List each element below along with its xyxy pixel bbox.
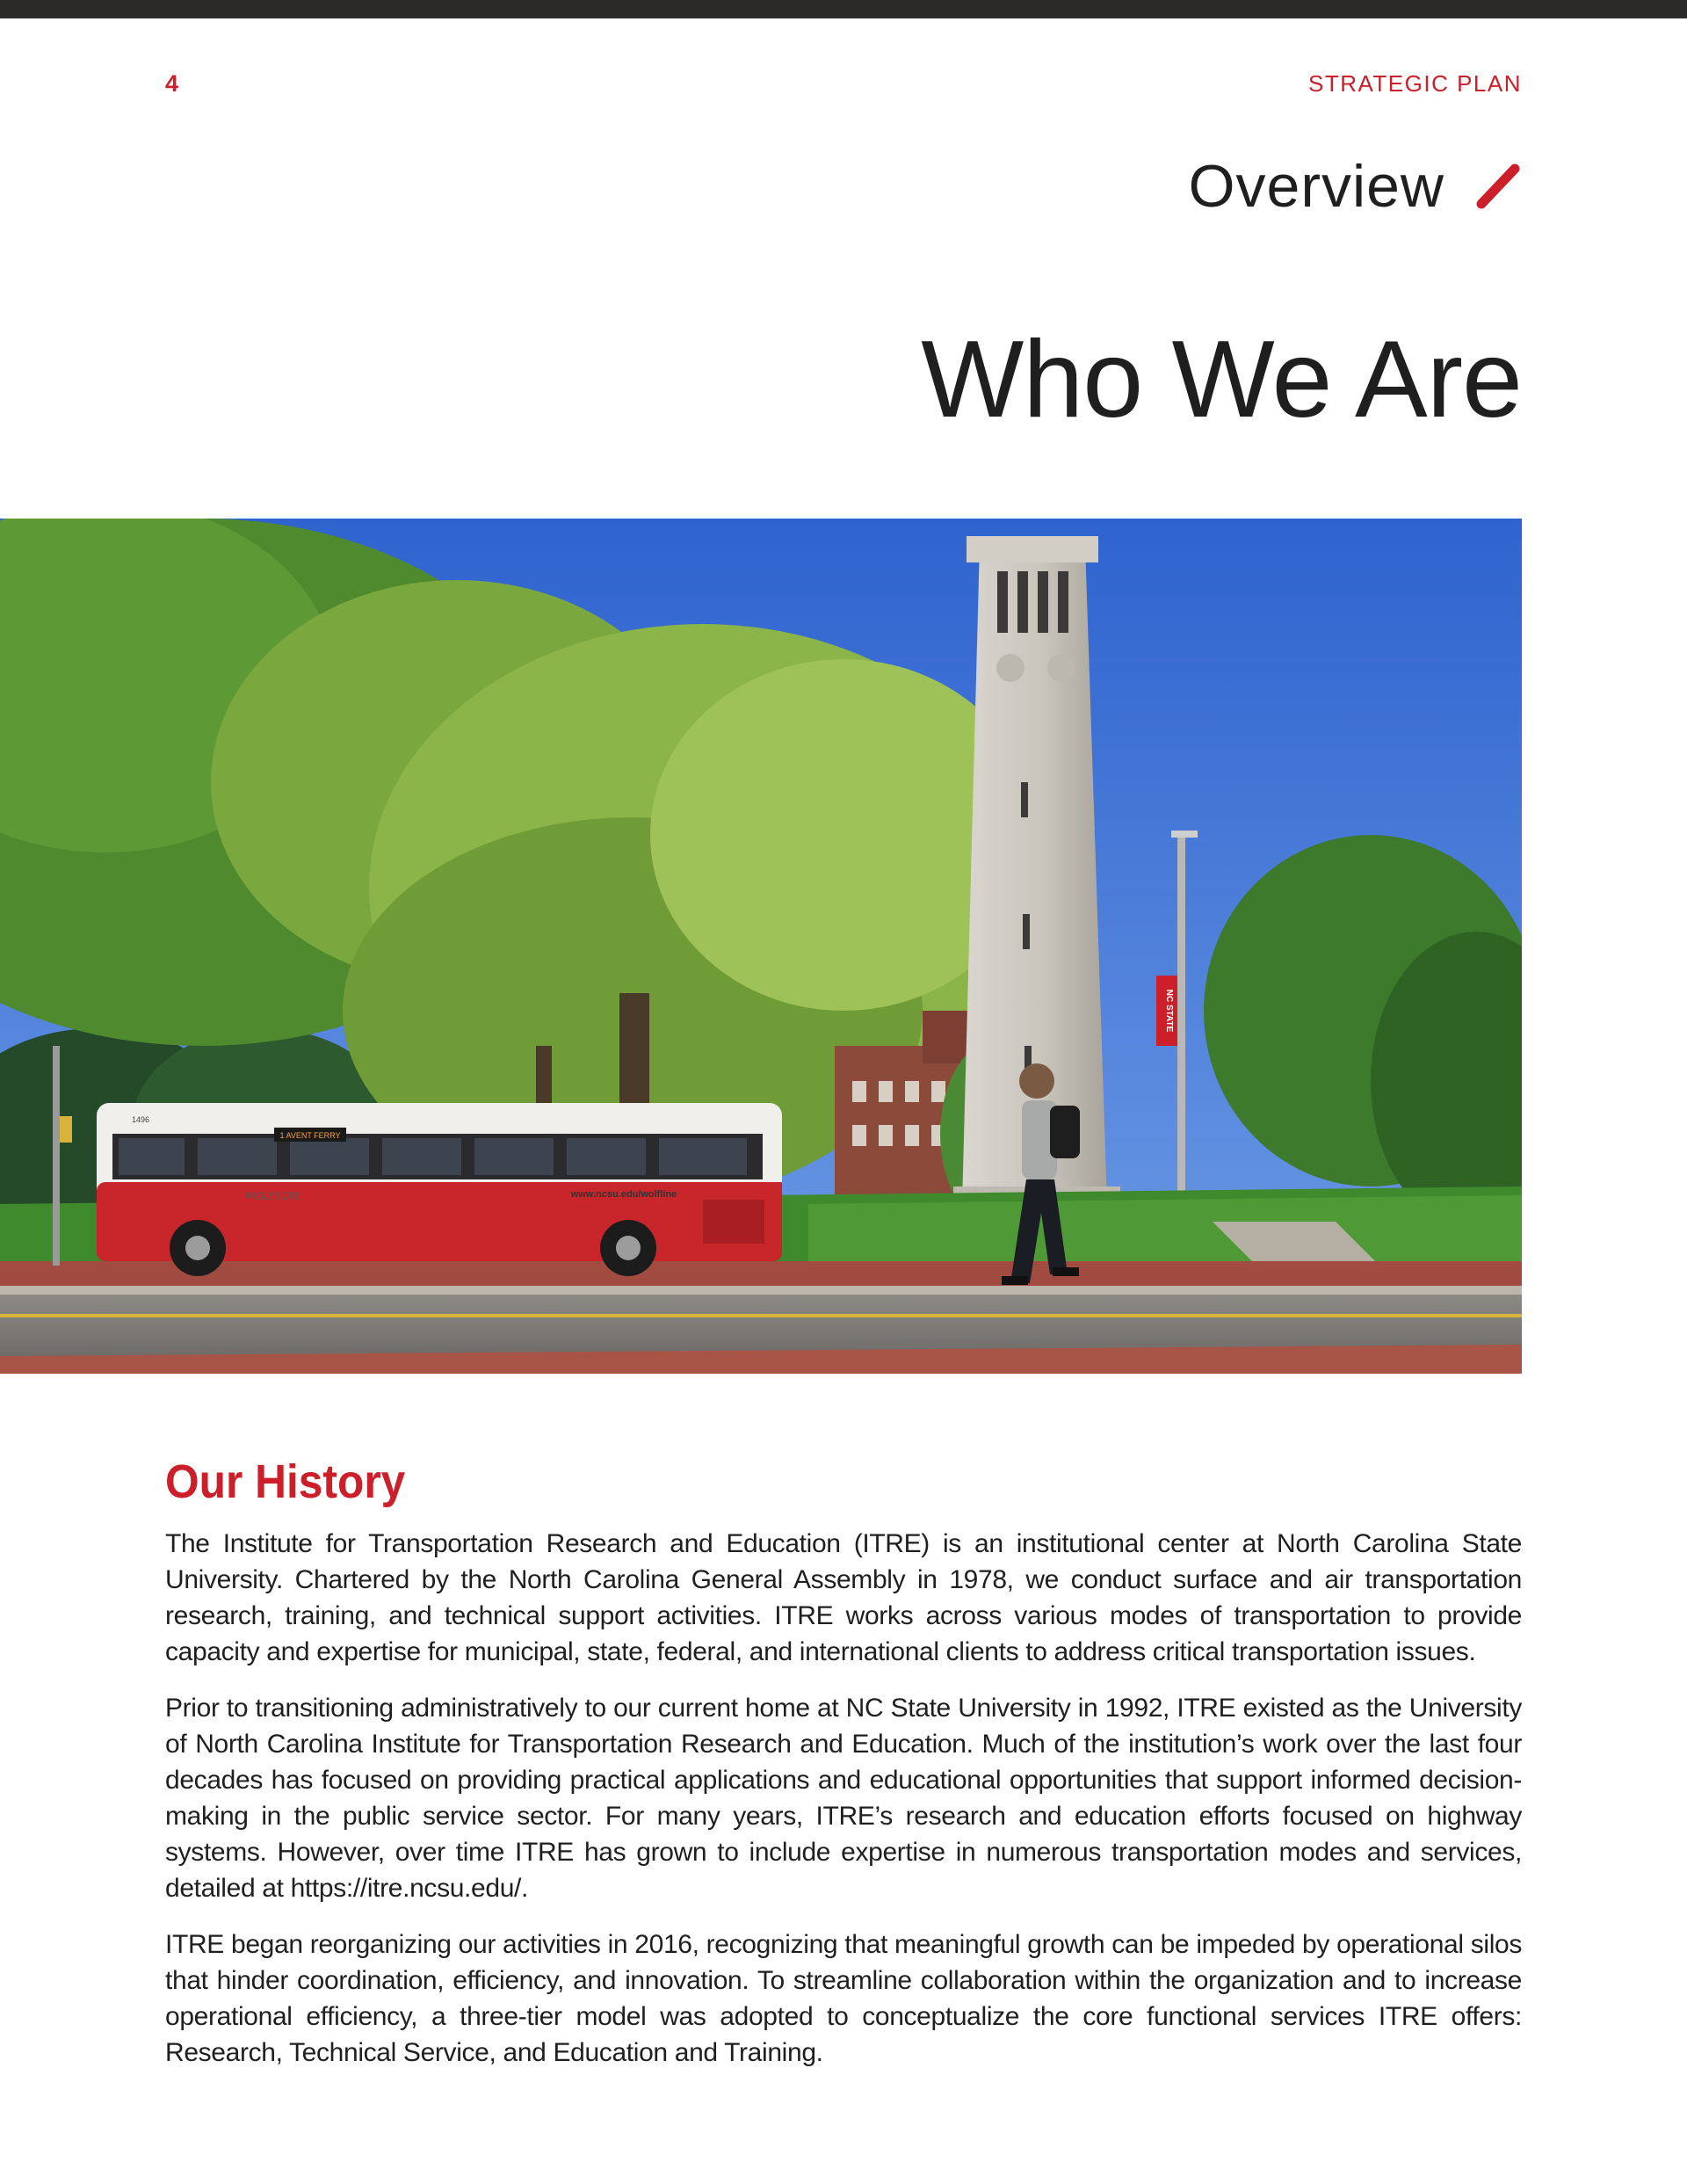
running-head: STRATEGIC PLAN [1307, 70, 1522, 97]
section-heading: Our History [165, 1455, 406, 1508]
campus-photo [0, 519, 1522, 1374]
bus-brand: WOLFLINE [244, 1189, 300, 1202]
history-section [165, 1450, 1522, 2091]
section-label [1189, 151, 1522, 221]
page-number: 4 [165, 70, 180, 97]
top-bar [0, 0, 1687, 18]
page-title: Who We Are [921, 319, 1522, 440]
bus [97, 1103, 782, 1276]
red-slash-icon [1474, 163, 1522, 210]
section-label-text: Overview [1188, 153, 1444, 220]
bus-url: www.ncsu.edu/wolfline [570, 1189, 677, 1200]
bus-number: 1496 [132, 1115, 150, 1124]
bus-route-sign: 1 AVENT FERRY [279, 1131, 341, 1140]
history-paragraph-1: The Institute for Transportation Research and Education (ITRE) is an institutional center at North Carolina State University. Chartered by the North Carolina General Assembly in 1978, we conduct surface and air transportation research, training, and technical support activities. ITRE works across various modes of transportation to provide capacity and expertise for municipal, state, federal, and international clients to address critical transportation issues. [165, 1529, 1522, 1666]
history-paragraph-3: ITRE began reorganizing our activities in 2016, recognizing that meaningful growth can be impeded by operational silos that hinder coordination, efficiency, and innovation. To streamline collaboration within the organization and to increase operational efficiency, a three-tier model was adopted to conceptualize the core functional services ITRE offers: Research, Technical Service, and Education and Training. [165, 1930, 1522, 2067]
history-paragraph-2: Prior to transitioning administratively to our current home at NC State University in 1992, ITRE existed as the University of North Carolina Institute for Transportation Research and Education. Much of the institution’s work over the last four decades has focused on providing practical applications and educational opportunities that support informed decision-making in the public service sector. For many years, ITRE’s research and education efforts focused on highway systems. However, over time ITRE has grown to include expertise in numerous transportation modes and services, detailed at https://itre.ncsu.edu/. [165, 1694, 1522, 1903]
nc-state-banner-text: NC STATE [1164, 989, 1174, 1033]
